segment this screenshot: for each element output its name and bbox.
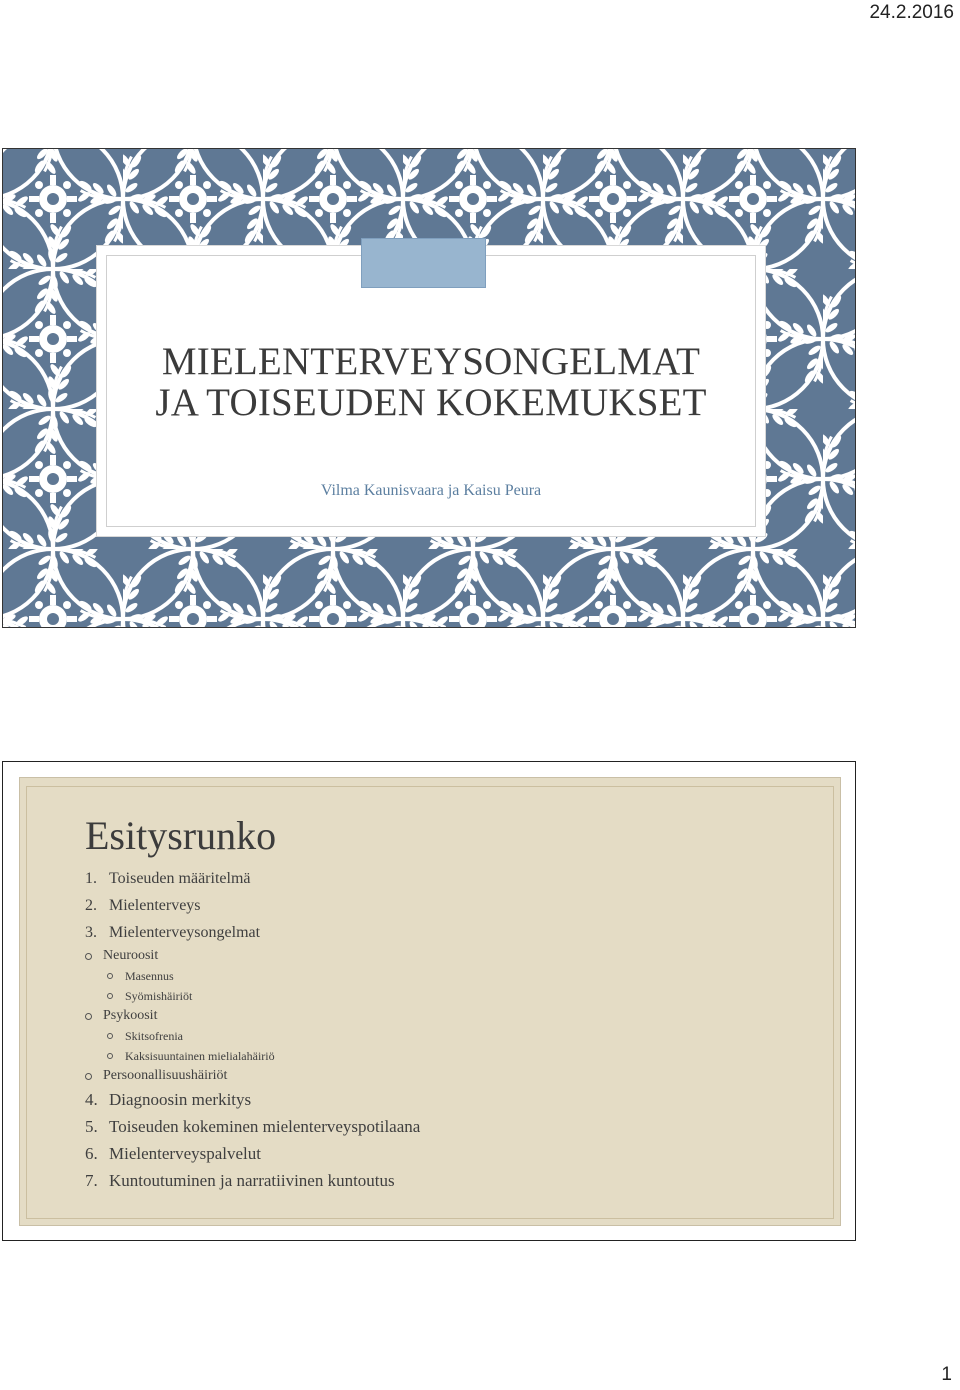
agenda-item-text: Diagnoosin merkitys — [109, 1090, 252, 1109]
agenda-item-number: 7. — [85, 1171, 98, 1190]
agenda-list — [85, 865, 420, 1194]
slide-title-line2: JA TOISEUDEN KOKEMUKSET — [155, 381, 707, 424]
agenda-item-number: 2. — [85, 897, 97, 914]
agenda-item-text: Toiseuden määritelmä — [109, 870, 251, 887]
agenda-subsubitem-text: Skitsofrenia — [125, 1029, 183, 1043]
circle-bullet-icon — [85, 1013, 92, 1020]
agenda-subitem-text: Persoonallisuushäiriöt — [103, 1068, 228, 1083]
agenda-item-number: 1. — [85, 870, 97, 887]
agenda-item — [85, 1113, 420, 1140]
agenda-item — [85, 1140, 420, 1167]
agenda-subsubitem — [85, 986, 420, 1006]
circle-bullet-icon — [107, 1033, 113, 1039]
header-date: 24.2.2016 — [869, 2, 954, 23]
title-tab-decoration — [361, 238, 486, 288]
agenda-subsubitem-text: Syömishäiriöt — [125, 989, 193, 1003]
slide-subtitle: Vilma Kaunisvaara ja Kaisu Peura — [320, 482, 542, 499]
agenda-item — [85, 919, 420, 946]
slide-title-line1: MIELENTERVEYSONGELMAT — [161, 340, 701, 383]
circle-bullet-icon — [107, 973, 113, 979]
page-number: 1 — [941, 1364, 952, 1385]
agenda-subitem-text: Psykoosit — [103, 1008, 158, 1023]
circle-bullet-icon — [107, 1053, 113, 1059]
agenda-item-text: Toiseuden kokeminen mielenterveyspotilaana — [109, 1117, 421, 1136]
agenda-item-text: Kuntoutuminen ja narratiivinen kuntoutus — [109, 1171, 395, 1190]
agenda-subitem — [85, 1066, 420, 1086]
agenda-subsubitem-text: Masennus — [125, 969, 174, 983]
circle-bullet-icon — [85, 1073, 92, 1080]
agenda-item-number: 3. — [85, 924, 97, 941]
agenda-item-number: 5. — [85, 1117, 98, 1136]
agenda-item — [85, 892, 420, 919]
agenda-subsubitem — [85, 1026, 420, 1046]
agenda-item — [85, 865, 420, 892]
agenda-item-text: Mielenterveyspalvelut — [109, 1144, 262, 1163]
agenda-item — [85, 1167, 420, 1194]
agenda-subsubitem — [85, 966, 420, 986]
agenda-item-number: 6. — [85, 1144, 98, 1163]
agenda-title: Esitysrunko — [85, 813, 277, 858]
agenda-item — [85, 1086, 420, 1113]
circle-bullet-icon — [85, 953, 92, 960]
agenda-subitem — [85, 1006, 420, 1026]
agenda-item-number: 4. — [85, 1090, 98, 1109]
agenda-subitem-text: Neuroosit — [103, 948, 159, 963]
agenda-subsubitem — [85, 1046, 420, 1066]
agenda-item-text: Mielenterveysongelmat — [109, 924, 261, 941]
circle-bullet-icon — [107, 993, 113, 999]
agenda-item-text: Mielenterveys — [109, 897, 201, 914]
agenda-subitem — [85, 946, 420, 966]
slide-title — [97, 341, 765, 423]
agenda-slide — [2, 761, 856, 1241]
agenda-subsubitem-text: Kaksisuuntainen mielialahäiriö — [125, 1049, 275, 1063]
title-card — [96, 245, 766, 537]
title-slide — [2, 148, 856, 628]
